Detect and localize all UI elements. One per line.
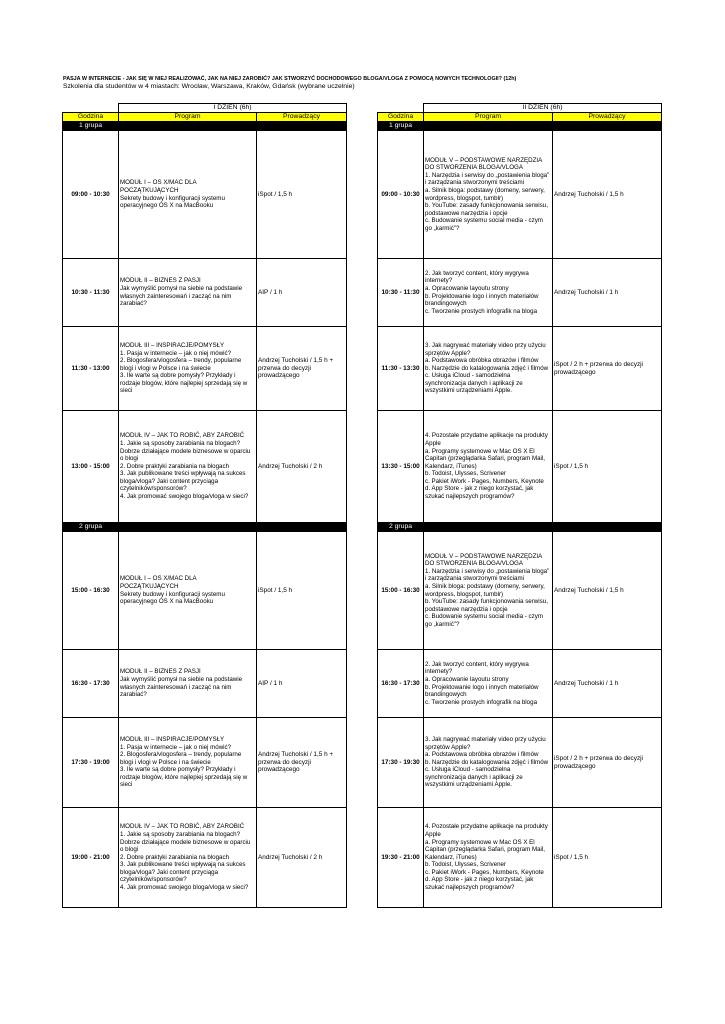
time-cell: 09:00 - 10:30: [63, 131, 119, 259]
schedule-row: [63, 808, 347, 908]
time-cell: 17:30 - 19:30: [378, 718, 424, 808]
program-line: MODUŁ V – PODSTAWOWE NARZĘDZIA DO STWORZENIA BLOGA/VLOGA: [425, 552, 542, 568]
program-line: 4. Jak promować swojego bloga/vloga w sieci?: [120, 884, 249, 892]
program-line: MODUŁ V – PODSTAWOWE NARZĘDZIA DO STWORZENIA BLOGA/VLOGA: [425, 156, 542, 172]
column-header-row: [378, 113, 662, 122]
day-label: I DZIEŃ (6h): [119, 104, 347, 113]
lead-cell: iSpot / 1,5 h: [257, 131, 347, 259]
day-header-row: [378, 104, 662, 113]
program-line: MODUŁ IV – JAK TO ROBIĆ, ABY ZAROBIĆ: [120, 432, 245, 440]
group-bar-fill: [119, 122, 347, 131]
group-label: 1 grupa: [63, 122, 119, 131]
column-header-time: Godzina: [63, 113, 119, 122]
schedule-row: [378, 131, 662, 259]
program-line: Jak wymyślić pomysł na siebie na podstawie własnych zainteresowań i zacząć na nim zarabiać?: [120, 284, 243, 308]
program-line: Sekrety budowy i konfiguracji systemu operacyjnego OS X na MacBooku: [120, 194, 225, 210]
program-line: 3. Ile warte są dobre pomysły? Przykłady i rodzaje blogów, które najlepiej sprzedają się w sieci: [120, 372, 248, 395]
program-line: 2. Blogosfera/vlogosfera – trendy, popularne blogi i vlogi w Polsce i na świecie: [120, 357, 242, 372]
program-cell: [424, 327, 553, 411]
program-line: b. YouTube: zasady funkcjonowania serwisu, podstawowe narzędzia i opcje: [425, 202, 548, 217]
program-line: 2. Dobre praktyki zarabiania na blogach: [120, 853, 230, 861]
program-line: b. Narzędzie do katalogowania zdjęć i filmów: [425, 364, 549, 372]
program-line: 1. Narzędzia i serwisy do „postawienia bloga” i zarządzania stworzonymi treściami: [425, 567, 550, 583]
column-header-lead: Prowadzący: [553, 113, 662, 122]
time-cell: 15:00 - 16:30: [63, 532, 119, 650]
program-line: a. Silnik bloga: podstawy (domeny, serwery, wordpress, blogspot, tumblr): [425, 582, 545, 598]
program-cell: [119, 808, 257, 908]
program-line: a. Programy systemowe w Mac OS X El Capitan (przeglądarka Safari, program Mail, Kalendarz, iTunes): [425, 447, 546, 470]
program-line: a. Silnik bloga: podstawy (domeny, serwery, wordpress, blogspot, tumblr): [425, 186, 545, 202]
schedule-row: [378, 327, 662, 411]
program-line: c. Budowanie systemu social media - czym go „karmić”?: [425, 217, 543, 232]
schedule-row: [378, 808, 662, 908]
program-cell: [119, 259, 257, 327]
lead-cell: Andrzej Tucholski / 2 h: [257, 808, 347, 908]
group-label: 2 grupa: [63, 523, 119, 532]
program-line: b. YouTube: zasady funkcjonowania serwisu, podstawowe narzędzia i opcje: [425, 598, 548, 613]
program-line: 3. Jak nagrywać materiały video przy użyciu sprzętów Apple?: [425, 341, 546, 357]
program-line: MODUŁ II – BIZNES Z PASJI: [120, 277, 201, 285]
group-bar: [378, 523, 662, 532]
program-cell: [424, 718, 553, 808]
program-cell: [424, 259, 553, 327]
time-cell: 09:00 - 10:30: [378, 131, 424, 259]
blank-cell: [63, 104, 119, 113]
program-cell: [424, 131, 553, 259]
program-line: c. Usługa iCloud - samodzielna synchronizacja danych i aplikacji ze wszystkimi urządzeniami Apple.: [425, 766, 523, 789]
lead-cell: Andrzej Tucholski / 1,5 h + przerwa do decyzji prowadzącego: [257, 327, 347, 411]
time-cell: 19:00 - 21:00: [63, 808, 119, 908]
program-line: 1. Narzędzia i serwisy do „postawienia bloga” i zarządzania stworzonymi treściami: [425, 171, 550, 187]
lead-cell: Andrzej Tucholski / 1,5 h + przerwa do decyzji prowadzącego: [257, 718, 347, 808]
program-cell: [119, 532, 257, 650]
lead-cell: Andrzej Tucholski / 1,5 h: [553, 131, 662, 259]
program-line: 1. Pasja w internecie – jak o niej mówić?: [120, 743, 232, 751]
schedule-row: [378, 650, 662, 718]
time-cell: 16:30 - 17:30: [63, 650, 119, 718]
schedule-row: [63, 259, 347, 327]
program-line: c. Tworzenie prostych infografik na bloga: [425, 307, 538, 315]
program-line: b. Projektowanie logo i innych materiałów brandingowych: [425, 683, 539, 699]
program-cell: [424, 808, 553, 908]
time-cell: 10:30 - 11:30: [378, 259, 424, 327]
program-cell: [119, 327, 257, 411]
program-line: 3. Ile warte są dobre pomysły? Przykłady i rodzaje blogów, które najlepiej sprzedają się w sieci: [120, 766, 248, 789]
group-label: 1 grupa: [378, 122, 424, 131]
lead-cell: iSpot / 1,5 h: [553, 411, 662, 523]
program-cell: [424, 411, 553, 523]
group-bar: [378, 122, 662, 131]
time-cell: 13:30 - 15:00: [378, 411, 424, 523]
group-bar: [63, 122, 347, 131]
time-cell: 11:30 - 13:00: [63, 327, 119, 411]
lead-cell: iSpot / 2 h + przerwa do decyzji prowadzącego: [553, 718, 662, 808]
program-line: MODUŁ IV – JAK TO ROBIĆ, ABY ZAROBIĆ: [120, 823, 245, 831]
group-bar-fill: [424, 523, 662, 532]
lead-cell: Andrzej Tucholski / 2 h: [257, 411, 347, 523]
program-cell: [119, 718, 257, 808]
schedule-row: [378, 259, 662, 327]
document-subtitle: Szkolenia dla studentów w 4 miastach: Wrocław, Warszawa, Kraków, Gdańsk (wybrane uczelnie): [63, 83, 355, 90]
program-cell: [119, 411, 257, 523]
column-header-program: Program: [119, 113, 257, 122]
schedule-row: [63, 532, 347, 650]
schedule-row: [63, 650, 347, 718]
schedule-row: [63, 327, 347, 411]
schedule-row: [378, 532, 662, 650]
schedule-row: [378, 718, 662, 808]
column-header-lead: Prowadzący: [257, 113, 347, 122]
program-cell: [119, 131, 257, 259]
lead-cell: Andrzej Tucholski / 1 h: [553, 259, 662, 327]
time-cell: 17:30 - 19:00: [63, 718, 119, 808]
program-line: 1. Pasja w internecie – jak o niej mówić?: [120, 349, 232, 357]
program-cell: [424, 650, 553, 718]
day-label: II DZIEŃ (6h): [424, 104, 662, 113]
program-line: 3. Jak publikowane treści wpływają na sukces bloga/vloga? Jaki content przyciąga czytelników/sponsorów?: [120, 861, 246, 884]
program-line: c. Budowanie systemu social media - czym go „karmić”?: [425, 613, 543, 628]
program-cell: [424, 532, 553, 650]
time-cell: 11:30 - 13:30: [378, 327, 424, 411]
schedule-row: [63, 411, 347, 523]
program-line: 3. Jak nagrywać materiały video przy użyciu sprzętów Apple?: [425, 735, 546, 751]
program-line: 1. Jakie są sposoby zarabiania na blogach? Dobrze działające modele biznesowe w oparciu o blogi: [120, 830, 251, 854]
schedule-table-day-2: [377, 103, 662, 908]
lead-cell: AIP / 1 h: [257, 650, 347, 718]
program-line: MODUŁ II – BIZNES Z PASJI: [120, 668, 201, 676]
program-line: a. Opracowanie layoutu strony: [425, 675, 509, 683]
group-bar-fill: [424, 122, 662, 131]
blank-cell: [378, 104, 424, 113]
program-line: Jak wymyślić pomysł na siebie na podstawie własnych zainteresowań i zacząć na nim zarabiać?: [120, 675, 243, 699]
schedule-table-day-1: [62, 103, 347, 908]
program-line: c. Pakiet iWork - Pages, Numbers, Keynote: [425, 477, 544, 485]
program-line: b. Narzędzie do katalogowania zdjęć i filmów: [425, 758, 549, 766]
program-line: b. Todoist, Ulysses, Scrivener: [425, 470, 507, 478]
column-header-time: Godzina: [378, 113, 424, 122]
schedule-row: [63, 131, 347, 259]
time-cell: 16:30 - 17:30: [378, 650, 424, 718]
schedule-row: [378, 411, 662, 523]
program-line: 3. Jak publikowane treści wpływają na sukces bloga/vloga? Jaki content przyciąga czytelników/sponsorów?: [120, 470, 246, 493]
lead-cell: Andrzej Tucholski / 1,5 h: [553, 532, 662, 650]
group-label: 2 grupa: [378, 523, 424, 532]
program-line: a. Podstawowa obróbka obrazów i filmów: [425, 357, 539, 365]
column-header-row: [63, 113, 347, 122]
program-line: 2. Blogosfera/vlogosfera – trendy, popularne blogi i vlogi w Polsce i na świecie: [120, 751, 242, 766]
program-line: MODUŁ III – INSPIRACJE/POMYSŁY: [120, 735, 225, 743]
program-line: 2. Dobre praktyki zarabiania na blogach: [120, 462, 230, 470]
program-line: 4. Jak promować swojego bloga/vloga w sieci?: [120, 493, 249, 501]
document-title: PASJA W INTERNECIE - JAK SIĘ W NIEJ REALIZOWAĆ, JAK NA NIEJ ZAROBIĆ? JAK STWORZYĆ DOCHODOWEGO BLOGA/VLOGA Z POMOCĄ NOWYCH TECHNOLOGII? (12h): [63, 76, 517, 82]
schedule-row: [63, 718, 347, 808]
program-line: c. Usługa iCloud - samodzielna synchronizacja danych i aplikacji ze wszystkimi urządzeniami Apple.: [425, 372, 523, 395]
lead-cell: iSpot / 1,5 h: [553, 808, 662, 908]
program-line: a. Podstawowa obróbka obrazów i filmów: [425, 751, 539, 759]
program-line: a. Programy systemowe w Mac OS X El Capitan (przeglądarka Safari, program Mail, Kalendarz, iTunes): [425, 838, 546, 861]
group-bar-fill: [119, 523, 347, 532]
document-header: [63, 76, 683, 91]
time-cell: 13:00 - 15:00: [63, 411, 119, 523]
lead-cell: iSpot / 2 h + przerwa do decyzji prowadzącego: [553, 327, 662, 411]
program-line: MODUŁ III – INSPIRACJE/POMYSŁY: [120, 341, 225, 349]
program-line: 4. Pozostałe przydatne aplikacje na produkty Apple: [425, 432, 548, 447]
program-line: Sekrety budowy i konfiguracji systemu operacyjnego OS X na MacBooku: [120, 590, 225, 606]
program-line: MODUŁ I – OS X/MAC DLA POCZĄTKUJĄCYCH: [120, 179, 197, 194]
time-cell: 15:00 - 16:30: [378, 532, 424, 650]
program-line: b. Projektowanie logo i innych materiałów brandingowych: [425, 292, 539, 308]
program-line: d. App Store - jak z niego korzystać, jak szukać najlepszych programów?: [425, 876, 534, 892]
lead-cell: Andrzej Tucholski / 1 h: [553, 650, 662, 718]
day-header-row: [63, 104, 347, 113]
program-cell: [119, 650, 257, 718]
program-line: 4. Pozostałe przydatne aplikacje na produkty Apple: [425, 823, 548, 838]
program-line: c. Pakiet iWork - Pages, Numbers, Keynote: [425, 868, 544, 876]
program-line: b. Todoist, Ulysses, Scrivener: [425, 861, 507, 869]
program-line: c. Tworzenie prostych infografik na bloga: [425, 698, 538, 706]
program-line: 2. Jak tworzyć content, który wygrywa internety?: [425, 269, 529, 285]
lead-cell: AIP / 1 h: [257, 259, 347, 327]
column-header-program: Program: [424, 113, 553, 122]
time-cell: 10:30 - 11:30: [63, 259, 119, 327]
lead-cell: iSpot / 1,5 h: [257, 532, 347, 650]
program-line: 1. Jakie są sposoby zarabiania na blogach? Dobrze działające modele biznesowe w oparciu o blogi: [120, 439, 251, 463]
program-line: a. Opracowanie layoutu strony: [425, 284, 509, 292]
group-bar: [63, 523, 347, 532]
program-line: MODUŁ I – OS X/MAC DLA POCZĄTKUJĄCYCH: [120, 575, 197, 590]
program-line: d. App Store - jak z niego korzystać, jak szukać najlepszych programów?: [425, 485, 534, 501]
time-cell: 19:30 - 21:00: [378, 808, 424, 908]
program-line: 2. Jak tworzyć content, który wygrywa internety?: [425, 660, 529, 676]
